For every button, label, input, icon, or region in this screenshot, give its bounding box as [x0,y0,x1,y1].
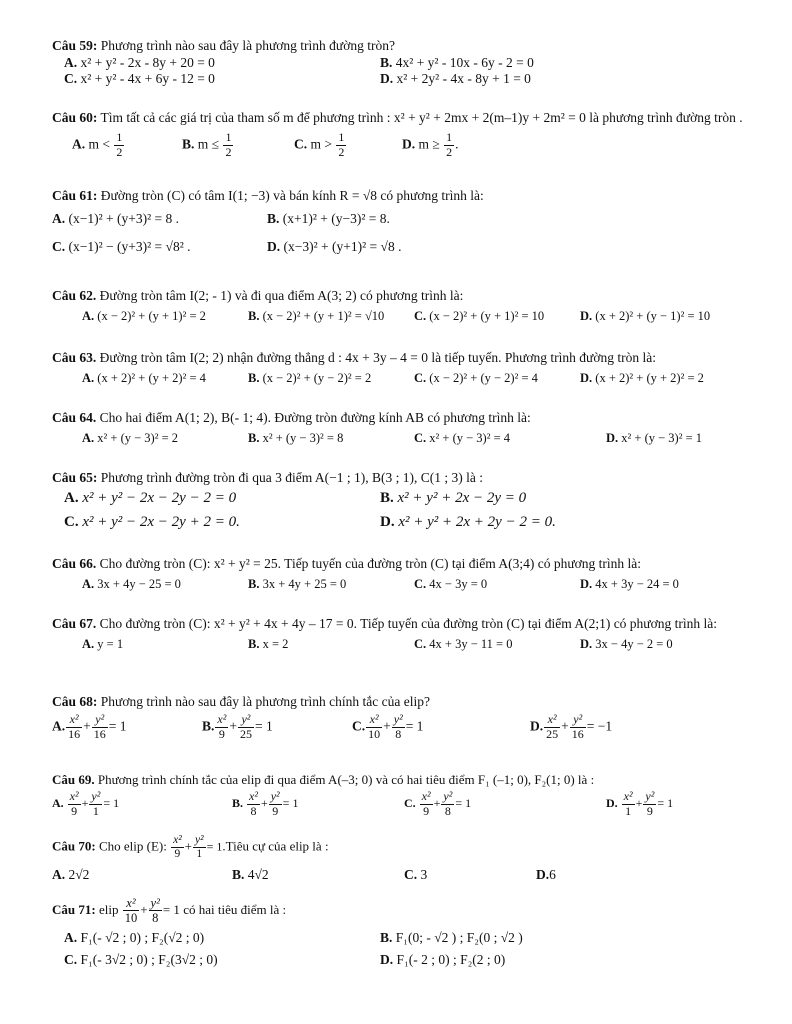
option-b[interactable]: B. m ≤ $\frac{1}{2}$ [182,129,232,159]
question-66 [52,556,752,596]
question-text: Phương trình đường tròn đi qua 3 điểm A(−1 ; 1), B(3 ; 1), C(1 ; 3) là : [100,470,484,485]
option-d[interactable]: D. F₁(- 2 ; 0) ; F₂(2 ; 0) [380,951,506,967]
question-71: Câu 71: elip $\frac{\text{x²}}{10}$ + $\frac{\text{y²}}{8}$ = 1 có hai tiêu điểm là : A. F₁(- √2 ; 0) ; F₂(√2 ; 0) B. F₁(0; - √2 ) ; F₂(0 ; √2 ) C. F₁(- 3√2 ; 0) ; F₂(3√2 ; 0) D. F₁(- 2 ; 0) ; F₂(2 ; 0) [52,896,523,967]
option-c[interactable]: C. $\frac{\text{x²}}{10}$ + $\frac{\text{y²}}{8}$ = 1 [352,711,424,741]
question-text: Cho đường tròn (C): x² + y² = 25. Tiếp tuyến của đường tròn (C) tại điểm A(3;4) có phương trình là: [99,556,642,571]
option-d[interactable]: D. 3x − 4y − 2 = 0 [580,636,673,651]
option-d[interactable]: D. $\frac{\text{x²}}{25}$ + $\frac{\text{y²}}{16}$ = −1 [530,711,613,741]
option-a[interactable]: A. m < $\frac{1}{2}$ [72,129,123,159]
option-d[interactable]: D. (x + 2)² + (y + 2)² = 2 [580,370,704,385]
question-70: Câu 70: Cho elip (E): $\frac{\text{x²}}{9}$ + $\frac{\text{y²}}{1}$ = 1.Tiêu cự của elip là : A. 2√2 B. 4√2 C. 3 D.6 [52,834,556,883]
question-67 [52,616,752,656]
option-b[interactable]: B. (x − 2)² + (y − 2)² = 2 [248,370,372,385]
question-text: Phương trình chính tắc của elip đi qua điểm A(–3; 0) và có hai tiêu điểm F₁ (–1; 0), F₂(1; 0) là : [97,772,595,787]
option-d[interactable]: D. x² + (y − 3)² = 1 [606,430,703,445]
question-text: Cho hai điểm A(1; 2), B(- 1; 4). Đường tròn đường kính AB có phương trình là: [99,410,531,425]
option-b[interactable]: B. (x − 2)² + (y + 1)² = √10 [248,308,385,323]
option-c[interactable]: C. 3 [404,867,428,883]
question-title: Câu 67. [52,616,97,631]
option-d[interactable]: D. 4x + 3y − 24 = 0 [580,576,679,591]
option-a[interactable]: A. x² + (y − 3)² = 2 [82,430,179,445]
option-c[interactable]: C. $\frac{\text{x²}}{9}$ + $\frac{\text{y²}}{8}$ = 1 [404,789,472,819]
option-b[interactable]: B. x² + y² + 2x − 2y = 0 [380,489,527,506]
option-d[interactable]: D. (x + 2)² + (y − 1)² = 10 [580,308,711,323]
question-title: Câu 63. [52,350,97,365]
option-b[interactable]: B. F₁(0; - √2 ) ; F₂(0 ; √2 ) [380,929,523,945]
option-c[interactable]: C. (x−1)² − (y+3)² = √8² . [52,238,191,254]
option-d[interactable]: D. x² + y² + 2x + 2y − 2 = 0. [380,513,556,530]
question-text: Tìm tất cả các giá trị của tham số m để phương trình : x² + y² + 2mx + 2(m–1)y + 2m² = 0 là phương trình đường tròn . [100,110,743,125]
option-b[interactable]: B. $\frac{\text{x²}}{9}$ + $\frac{\text{y²}}{25}$ = 1 [202,711,273,741]
question-title: Câu 66. [52,556,97,571]
question-text: Phương trình nào sau đây là phương trình đường tròn? [100,38,395,53]
question-65 [52,470,752,537]
option-a[interactable]: A. x² + y² - 2x - 8y + 20 = 0 [64,54,215,70]
question-title: Câu 65: [52,470,98,485]
option-c[interactable]: C. F₁(- 3√2 ; 0) ; F₂(3√2 ; 0) [64,951,218,967]
option-b[interactable]: B. 3x + 4y + 25 = 0 [248,576,347,591]
option-a[interactable]: A. (x − 2)² + (y + 1)² = 2 [82,308,206,323]
option-b[interactable]: B. $\frac{\text{x²}}{8}$ + $\frac{\text{y²}}{9}$ = 1 [232,789,299,819]
question-63 [52,350,752,390]
option-d[interactable]: D. (x−3)² + (y+1)² = √8 . [267,238,402,254]
question-64 [52,410,752,450]
option-d[interactable]: D.6 [536,867,556,883]
question-text: Cho đường tròn (C): x² + y² + 4x + 4y – 17 = 0. Tiếp tuyến của đường tròn (C) tại điểm A(2;1) có phương trình là: [99,616,718,631]
option-a[interactable]: A. $\frac{\text{x²}}{9}$ + $\frac{\text{y²}}{1}$ = 1 [52,789,120,819]
question-62 [52,288,752,328]
option-a[interactable]: A. (x + 2)² + (y + 2)² = 4 [82,370,206,385]
option-c[interactable]: C. x² + y² - 4x + 6y - 12 = 0 [64,70,215,86]
option-c[interactable]: C. (x − 2)² + (y + 1)² = 10 [414,308,545,323]
option-b[interactable]: B. (x+1)² + (y−3)² = 8. [267,210,390,226]
option-a[interactable]: A. $\frac{\text{x²}}{16}$ + $\frac{\text{y²}}{16}$ = 1 [52,711,127,741]
question-69 [52,772,752,830]
question-text: Đường tròn tâm I(2; 2) nhận đường thẳng d : 4x + 3y – 4 = 0 là tiếp tuyến. Phương trình đường tròn là: [99,350,657,365]
option-a[interactable]: A. 3x + 4y − 25 = 0 [82,576,181,591]
question-title: Câu 69. [52,772,95,787]
question-title: Câu 59: [52,38,98,53]
question-60 [52,110,752,167]
option-c[interactable]: C. (x − 2)² + (y − 2)² = 4 [414,370,538,385]
option-a[interactable]: A. (x−1)² + (y+3)² = 8 . [52,210,180,226]
option-a[interactable]: A. F₁(- √2 ; 0) ; F₂(√2 ; 0) [64,929,205,945]
option-a[interactable]: A. 2√2 [52,867,90,883]
option-a[interactable]: A. y = 1 [82,636,124,651]
option-c[interactable]: C. 4x − 3y = 0 [414,576,488,591]
option-c[interactable]: C. 4x + 3y − 11 = 0 [414,636,513,651]
question-title: Câu 70: [52,838,96,854]
option-c[interactable]: C. x² + y² − 2x − 2y + 2 = 0. [64,513,240,530]
question-title: Câu 64. [52,410,97,425]
question-68 [52,694,752,753]
question-text: Phương trình nào sau đây là phương trình chính tắc của elip? [100,694,430,709]
option-c[interactable]: C. m > $\frac{1}{2}$ [294,129,345,159]
question-59 [52,38,752,87]
option-b[interactable]: B. x = 2 [248,636,289,651]
option-b[interactable]: B. x² + (y − 3)² = 8 [248,430,344,445]
question-text: Đường tròn tâm I(2; - 1) và đi qua điểm A(3; 2) có phương trình là: [99,288,464,303]
question-text: Đường tròn (C) có tâm I(1; −3) và bán kính R = √8 có phương trình là: [100,188,484,203]
question-61 [52,188,752,261]
option-b[interactable]: B. 4√2 [232,867,269,883]
question-title: Câu 61: [52,188,98,203]
option-a[interactable]: A. x² + y² − 2x − 2y − 2 = 0 [64,489,237,506]
option-d[interactable]: D. $\frac{\text{x²}}{1}$ + $\frac{\text{y²}}{9}$ = 1 [606,789,674,819]
question-title: Câu 62. [52,288,97,303]
option-b[interactable]: B. 4x² + y² - 10x - 6y - 2 = 0 [380,54,534,70]
option-d[interactable]: D. m ≥ $\frac{1}{2}$ . [402,129,459,159]
option-c[interactable]: C. x² + (y − 3)² = 4 [414,430,511,445]
question-title: Câu 60: [52,110,98,125]
option-d[interactable]: D. x² + 2y² - 4x - 8y + 1 = 0 [380,70,531,86]
question-title: Câu 68: [52,694,98,709]
question-title: Câu 71: [52,901,96,917]
